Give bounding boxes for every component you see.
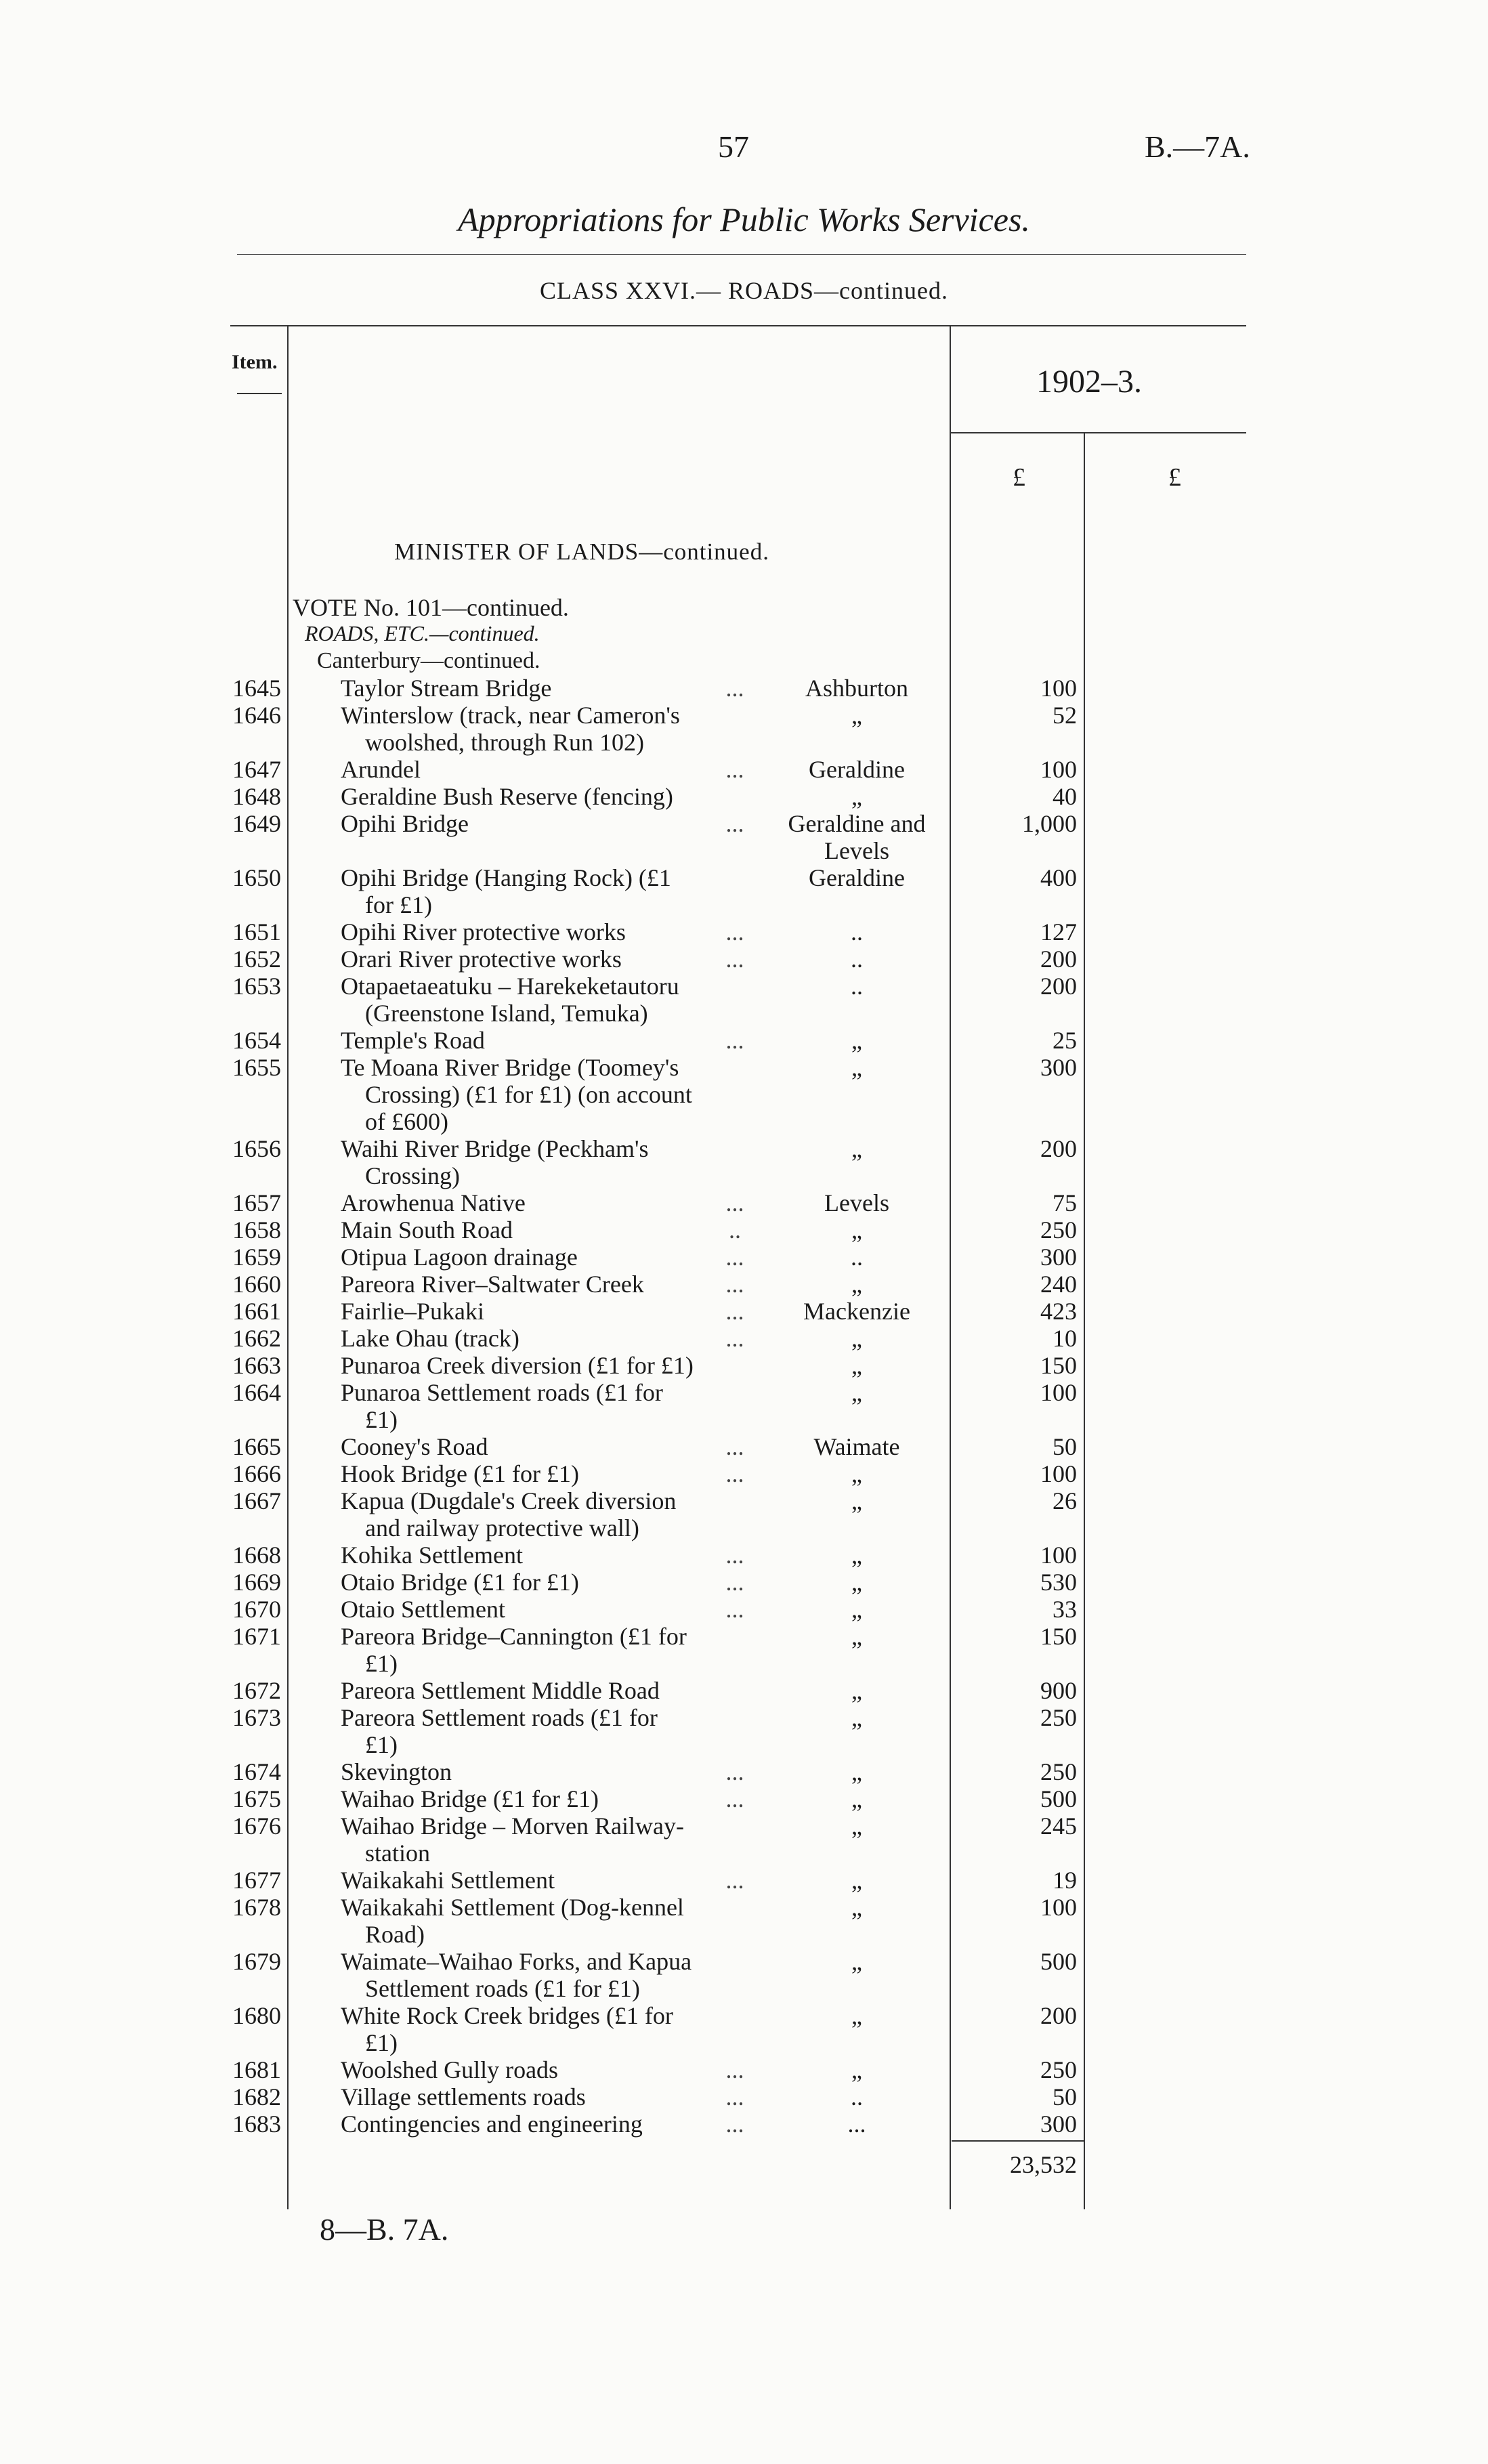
amount: 423 — [1040, 1298, 1077, 1325]
description-line: Orari River protective works — [341, 946, 622, 973]
district: „ — [851, 783, 862, 810]
paper-reference: B.—7A. — [1145, 129, 1250, 164]
amount: 100 — [1040, 1460, 1077, 1487]
item-number: 1655 — [232, 1054, 281, 1081]
item-number: 1677 — [232, 1867, 281, 1894]
subhead-heading: ROADS, ETC.—continued. — [305, 621, 540, 645]
amount: 400 — [1040, 864, 1077, 891]
description-line: Arundel — [341, 756, 421, 783]
description-line: Pareora Settlement roads (£1 for — [341, 1704, 658, 1731]
description-line: Otaio Settlement — [341, 1596, 505, 1623]
item-number: 1654 — [232, 1027, 281, 1054]
item-description — [341, 2110, 752, 2138]
amount: 530 — [1040, 1569, 1077, 1596]
leader-dots: ... — [725, 1027, 744, 1054]
item-number: 1662 — [232, 1325, 281, 1352]
description-line: White Rock Creek bridges (£1 for — [341, 2002, 673, 2029]
item-number: 1652 — [232, 946, 281, 973]
district: „ — [851, 1542, 862, 1569]
description-line: Pareora Settlement Middle Road — [341, 1677, 660, 1704]
district: „ — [851, 1027, 862, 1054]
currency-header-1: £ — [1013, 463, 1025, 492]
amount: 19 — [1053, 1867, 1077, 1894]
description-line: Kohika Settlement — [341, 1542, 523, 1569]
item-number: 1649 — [232, 810, 281, 837]
district: „ — [851, 1054, 862, 1081]
district: „ — [851, 1704, 862, 1731]
item-number: 1676 — [232, 1812, 281, 1840]
item-number: 1656 — [232, 1135, 281, 1162]
description-line: Village settlements roads — [341, 2083, 586, 2110]
district: „ — [851, 1677, 862, 1704]
amount: 240 — [1040, 1271, 1077, 1298]
description-line: Crossing) (£1 for £1) (on account — [365, 1081, 692, 1108]
item-number: 1647 — [232, 756, 281, 783]
item-description — [341, 1135, 752, 1189]
description-line: Waihao Bridge – Morven Railway- — [341, 1812, 684, 1840]
title-rule — [237, 254, 1246, 255]
amount: 500 — [1040, 1785, 1077, 1812]
item-number: 1664 — [232, 1379, 281, 1406]
district: Mackenzie — [803, 1298, 910, 1325]
description-line: Waihao Bridge (£1 for £1) — [341, 1785, 599, 1812]
leader-dots: ... — [725, 675, 744, 702]
description-line: Crossing) — [365, 1162, 461, 1189]
amount: 50 — [1053, 1433, 1077, 1460]
item-description — [341, 1027, 752, 1054]
district: „ — [851, 1948, 862, 1975]
district: .. — [851, 973, 863, 1000]
district: „ — [851, 1460, 862, 1487]
item-number: 1678 — [232, 1894, 281, 1921]
district: „ — [851, 1758, 862, 1785]
district: Geraldine — [809, 756, 905, 783]
description-line: £1) — [365, 2029, 398, 2056]
item-description — [341, 973, 752, 1027]
item-column-rule — [287, 326, 289, 2209]
description-line: Cooney's Road — [341, 1433, 488, 1460]
description-line: Winterslow (track, near Cameron's — [341, 702, 680, 729]
district: „ — [851, 2002, 862, 2029]
amount: 245 — [1040, 1812, 1077, 1840]
item-description — [341, 1460, 752, 1487]
leader-dots: ... — [725, 1785, 744, 1812]
description-line: Otipua Lagoon drainage — [341, 1244, 578, 1271]
district: Geraldine — [809, 864, 905, 891]
item-number: 1669 — [232, 1569, 281, 1596]
item-description — [341, 702, 752, 756]
leader-dots: ... — [725, 1867, 744, 1894]
amount: 100 — [1040, 1379, 1077, 1406]
description-line: Opihi Bridge (Hanging Rock) (£1 — [341, 864, 671, 891]
leader-dots: ... — [725, 1244, 744, 1271]
leader-dots: ... — [725, 1298, 744, 1325]
description-line: (Greenstone Island, Temuka) — [365, 1000, 648, 1027]
leader-dots: .. — [729, 1216, 741, 1244]
description-line: Pareora Bridge–Cannington (£1 for — [341, 1623, 687, 1650]
year-rule — [950, 432, 1246, 433]
amount: 100 — [1040, 1894, 1077, 1921]
leader-dots: ... — [725, 2083, 744, 2110]
amount: 300 — [1040, 2110, 1077, 2138]
leader-dots: ... — [725, 1758, 744, 1785]
description-line: Contingencies and engineering — [341, 2110, 643, 2138]
item-description — [341, 1948, 752, 2002]
description-line: Opihi River protective works — [341, 918, 626, 946]
item-number: 1658 — [232, 1216, 281, 1244]
item-description — [341, 1189, 752, 1216]
leader-dots: ... — [725, 1189, 744, 1216]
item-description — [341, 1216, 752, 1244]
amount: 26 — [1053, 1487, 1077, 1514]
description-line: Arowhenua Native — [341, 1189, 526, 1216]
item-description — [341, 2002, 752, 2056]
district: „ — [851, 1867, 862, 1894]
district: „ — [851, 1271, 862, 1298]
description-line: Taylor Stream Bridge — [341, 675, 552, 702]
item-number: 1668 — [232, 1542, 281, 1569]
amount: 250 — [1040, 1704, 1077, 1731]
leader-dots: ... — [725, 2056, 744, 2083]
leader-dots: ... — [725, 1325, 744, 1352]
item-number: 1646 — [232, 702, 281, 729]
amount: 200 — [1040, 973, 1077, 1000]
item-description — [341, 783, 752, 810]
item-number: 1650 — [232, 864, 281, 891]
description-line: £1) — [365, 1650, 398, 1677]
amount: 250 — [1040, 1216, 1077, 1244]
item-number: 1672 — [232, 1677, 281, 1704]
leader-dots: ... — [725, 1460, 744, 1487]
item-number: 1675 — [232, 1785, 281, 1812]
amount: 40 — [1053, 783, 1077, 810]
item-number: 1665 — [232, 1433, 281, 1460]
amount: 900 — [1040, 1677, 1077, 1704]
item-description — [341, 1677, 752, 1704]
item-description — [341, 810, 752, 837]
amount: 52 — [1053, 702, 1077, 729]
district: „ — [851, 1785, 862, 1812]
amount: 150 — [1040, 1623, 1077, 1650]
description-line: Hook Bridge (£1 for £1) — [341, 1460, 579, 1487]
district: „ — [851, 1379, 862, 1406]
description-line: Temple's Road — [341, 1027, 485, 1054]
leader-dots: ... — [725, 1569, 744, 1596]
item-number: 1659 — [232, 1244, 281, 1271]
item-number: 1679 — [232, 1948, 281, 1975]
description-line: Punaroa Creek diversion (£1 for £1) — [341, 1352, 694, 1379]
description-line: £1) — [365, 1406, 398, 1433]
amount: 500 — [1040, 1948, 1077, 1975]
region-heading: Canterbury—continued. — [317, 648, 540, 673]
item-description — [341, 1487, 752, 1542]
district: „ — [851, 1596, 862, 1623]
district: .. — [851, 946, 863, 973]
district: „ — [851, 1352, 862, 1379]
item-number: 1671 — [232, 1623, 281, 1650]
total-amount: 23,532 — [1010, 2151, 1077, 2178]
item-description — [341, 1569, 752, 1596]
item-description — [341, 1812, 752, 1867]
description-line: of £600) — [365, 1108, 448, 1135]
item-description — [341, 1867, 752, 1894]
description-line: Otaio Bridge (£1 for £1) — [341, 1569, 579, 1596]
leader-dots: ... — [725, 918, 744, 946]
item-description — [341, 1325, 752, 1352]
amount: 100 — [1040, 756, 1077, 783]
item-number: 1648 — [232, 783, 281, 810]
item-number: 1683 — [232, 2110, 281, 2138]
item-description — [341, 1596, 752, 1623]
item-number: 1674 — [232, 1758, 281, 1785]
amount: 127 — [1040, 918, 1077, 946]
district: .. — [851, 1244, 863, 1271]
amount: 150 — [1040, 1352, 1077, 1379]
item-column-header: Item. — [232, 351, 278, 373]
item-description — [341, 1704, 752, 1758]
district: Waimate — [813, 1433, 900, 1460]
currency-header-2: £ — [1168, 463, 1181, 492]
item-description — [341, 946, 752, 973]
item-number: 1657 — [232, 1189, 281, 1216]
item-number: 1663 — [232, 1352, 281, 1379]
item-number: 1666 — [232, 1460, 281, 1487]
district: „ — [851, 1569, 862, 1596]
district: „ — [851, 1216, 862, 1244]
amount: 33 — [1053, 1596, 1077, 1623]
item-underline — [237, 393, 282, 394]
leader-dots: ... — [725, 1596, 744, 1623]
item-description — [341, 1542, 752, 1569]
district: Levels — [824, 1189, 889, 1216]
description-line: Waikakahi Settlement — [341, 1867, 555, 1894]
item-number: 1653 — [232, 973, 281, 1000]
item-description — [341, 675, 752, 702]
description-line: Skevington — [341, 1758, 452, 1785]
district: „ — [851, 1487, 862, 1514]
page-title: Appropriations for Public Works Services. — [458, 200, 1030, 238]
item-description — [341, 2056, 752, 2083]
amount: 250 — [1040, 1758, 1077, 1785]
amount: 200 — [1040, 1135, 1077, 1162]
class-heading: CLASS XXVI.— ROADS—continued. — [539, 277, 948, 304]
description-line: Otapaetaeatuku – Harekeketautoru — [341, 973, 679, 1000]
item-number: 1682 — [232, 2083, 281, 2110]
amount: 100 — [1040, 675, 1077, 702]
description-line: Te Moana River Bridge (Toomey's — [341, 1054, 679, 1081]
description-line: Fairlie–Pukaki — [341, 1298, 484, 1325]
item-number: 1670 — [232, 1596, 281, 1623]
district: Geraldine and Levels — [788, 810, 926, 864]
amount-right-rule — [1084, 432, 1085, 2209]
description-line: Waikakahi Settlement (Dog-kennel — [341, 1894, 684, 1921]
leader-dots: ... — [725, 1271, 744, 1298]
page-number: 57 — [718, 129, 749, 164]
description-line: Opihi Bridge — [341, 810, 469, 837]
item-number: 1667 — [232, 1487, 281, 1514]
item-number: 1651 — [232, 918, 281, 946]
item-description — [341, 1433, 752, 1460]
item-description — [341, 756, 752, 783]
description-line: Settlement roads (£1 for £1) — [365, 1975, 640, 2002]
description-line: and railway protective wall) — [365, 1514, 639, 1542]
total-rule — [952, 2140, 1084, 2142]
item-description — [341, 1352, 752, 1379]
leader-dots: ... — [725, 2110, 744, 2138]
item-description — [341, 1785, 752, 1812]
amount: 300 — [1040, 1244, 1077, 1271]
table-top-rule — [230, 325, 1246, 326]
leader-dots: ... — [725, 946, 744, 973]
minister-heading: MINISTER OF LANDS—continued. — [394, 538, 769, 565]
item-description — [341, 918, 752, 946]
district: „ — [851, 1623, 862, 1650]
description-line: for £1) — [365, 891, 432, 918]
amount: 200 — [1040, 2002, 1077, 2029]
leader-dots: ... — [725, 810, 744, 837]
district: „ — [851, 2056, 862, 2083]
description-line: £1) — [365, 1731, 398, 1758]
item-description — [341, 1271, 752, 1298]
description-line: Pareora River–Saltwater Creek — [341, 1271, 644, 1298]
description-line: Waihi River Bridge (Peckham's — [341, 1135, 649, 1162]
amount: 75 — [1053, 1189, 1077, 1216]
item-number: 1680 — [232, 2002, 281, 2029]
amount: 1,000 — [1022, 810, 1077, 837]
district: „ — [851, 1135, 862, 1162]
item-number: 1660 — [232, 1271, 281, 1298]
amount: 200 — [1040, 946, 1077, 973]
amount: 300 — [1040, 1054, 1077, 1081]
district: „ — [851, 702, 862, 729]
amount-left-rule — [950, 326, 951, 2209]
district: „ — [851, 1812, 862, 1840]
footer-signature: 8—B. 7A. — [320, 2212, 449, 2247]
item-number: 1673 — [232, 1704, 281, 1731]
description-line: station — [365, 1840, 430, 1867]
item-number: 1645 — [232, 675, 281, 702]
item-number: 1681 — [232, 2056, 281, 2083]
description-line: Kapua (Dugdale's Creek diversion — [341, 1487, 677, 1514]
item-number: 1661 — [232, 1298, 281, 1325]
description-line: Punaroa Settlement roads (£1 for — [341, 1379, 663, 1406]
district: „ — [851, 1325, 862, 1352]
year-header: 1902–3. — [1036, 364, 1142, 400]
amount: 100 — [1040, 1542, 1077, 1569]
item-description — [341, 2083, 752, 2110]
item-description — [341, 1054, 752, 1135]
district: .. — [851, 918, 863, 946]
leader-dots: ... — [725, 1542, 744, 1569]
leader-dots: ... — [725, 1433, 744, 1460]
description-line: woolshed, through Run 102) — [365, 729, 644, 756]
item-description — [341, 1379, 752, 1433]
description-line: Woolshed Gully roads — [341, 2056, 559, 2083]
item-description — [341, 864, 752, 918]
item-description — [341, 1894, 752, 1948]
item-description — [341, 1298, 752, 1325]
item-description — [341, 1623, 752, 1677]
amount: 25 — [1053, 1027, 1077, 1054]
item-description — [341, 1758, 752, 1785]
description-line: Geraldine Bush Reserve (fencing) — [341, 783, 673, 810]
description-line: Main South Road — [341, 1216, 513, 1244]
description-line: Lake Ohau (track) — [341, 1325, 519, 1352]
district: .. — [851, 2083, 863, 2110]
leader-dots: ... — [725, 756, 744, 783]
description-line: Waimate–Waihao Forks, and Kapua — [341, 1948, 692, 1975]
description-line: Road) — [365, 1921, 425, 1948]
item-description — [341, 1244, 752, 1271]
district: ... — [847, 2110, 866, 2138]
amount: 10 — [1053, 1325, 1077, 1352]
amount: 250 — [1040, 2056, 1077, 2083]
vote-heading: VOTE No. 101—continued. — [293, 594, 569, 621]
district: „ — [851, 1894, 862, 1921]
amount: 50 — [1053, 2083, 1077, 2110]
district: Ashburton — [805, 675, 908, 702]
